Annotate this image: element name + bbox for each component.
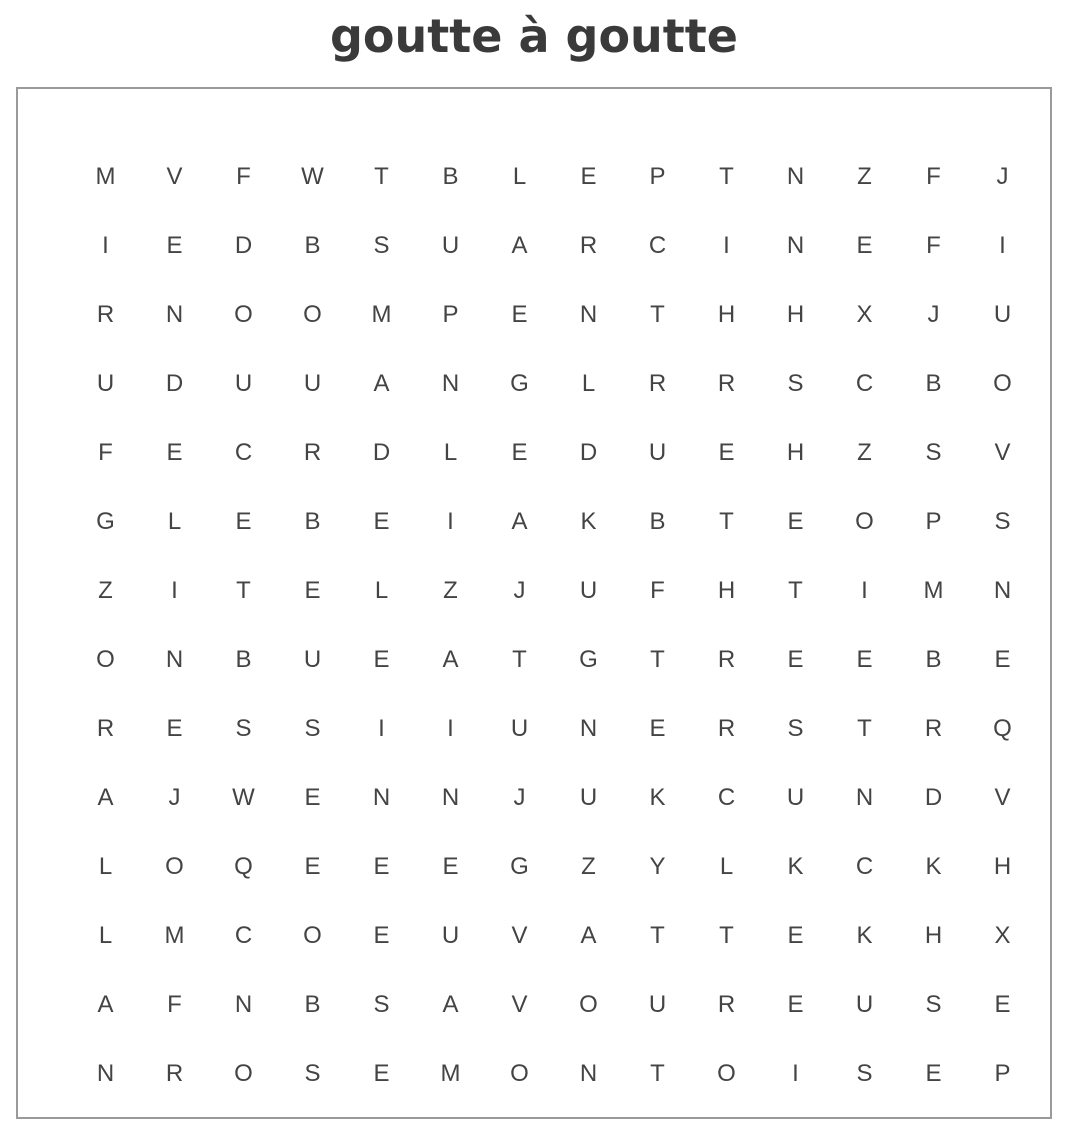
- grid-letter[interactable]: L: [443, 438, 458, 466]
- grid-letter[interactable]: Z: [857, 438, 872, 466]
- grid-letter[interactable]: U: [234, 369, 253, 397]
- grid-letter[interactable]: U: [96, 369, 115, 397]
- grid-letter[interactable]: A: [97, 990, 114, 1018]
- grid-letter[interactable]: E: [511, 300, 528, 328]
- grid-letter[interactable]: E: [166, 231, 183, 259]
- grid-letter[interactable]: I: [102, 231, 109, 259]
- grid-letter[interactable]: B: [304, 990, 321, 1018]
- grid-letter[interactable]: J: [996, 162, 1009, 190]
- grid-letter[interactable]: N: [786, 162, 805, 190]
- grid-letter[interactable]: H: [786, 300, 805, 328]
- grid-letter[interactable]: E: [511, 438, 528, 466]
- grid-letter[interactable]: G: [579, 645, 598, 673]
- puzzle-title: goutte à goutte: [330, 9, 738, 63]
- grid-letter[interactable]: H: [786, 438, 805, 466]
- grid-letter[interactable]: F: [98, 438, 113, 466]
- grid-letter[interactable]: E: [304, 852, 321, 880]
- grid-letter[interactable]: V: [166, 162, 183, 190]
- grid-letter[interactable]: D: [924, 783, 943, 811]
- grid-letter[interactable]: E: [787, 645, 804, 673]
- grid-letter[interactable]: D: [234, 231, 253, 259]
- grid-letter[interactable]: B: [925, 645, 942, 673]
- grid-letter[interactable]: E: [580, 162, 597, 190]
- word-search-frame: [16, 87, 1052, 1119]
- grid-letter[interactable]: R: [579, 231, 598, 259]
- grid-letter[interactable]: N: [165, 645, 184, 673]
- grid-letter[interactable]: T: [650, 921, 665, 949]
- grid-letter[interactable]: R: [717, 369, 736, 397]
- grid-letter[interactable]: O: [303, 300, 322, 328]
- grid-letter[interactable]: I: [171, 576, 178, 604]
- grid-letter[interactable]: S: [304, 1059, 321, 1087]
- grid-letter[interactable]: O: [303, 921, 322, 949]
- grid-letter[interactable]: A: [97, 783, 114, 811]
- grid-letter[interactable]: R: [648, 369, 667, 397]
- grid-letter[interactable]: N: [441, 369, 460, 397]
- grid-letter[interactable]: T: [719, 921, 734, 949]
- grid-letter[interactable]: P: [994, 1059, 1011, 1087]
- grid-letter[interactable]: D: [165, 369, 184, 397]
- grid-letter[interactable]: T: [719, 507, 734, 535]
- grid-letter[interactable]: G: [510, 852, 529, 880]
- grid-letter[interactable]: T: [650, 300, 665, 328]
- grid-letter[interactable]: X: [856, 300, 873, 328]
- grid-letter[interactable]: N: [855, 783, 874, 811]
- grid-letter[interactable]: E: [166, 438, 183, 466]
- grid-letter[interactable]: U: [579, 783, 598, 811]
- grid-letter[interactable]: T: [374, 162, 389, 190]
- grid-letter[interactable]: A: [511, 231, 528, 259]
- grid-letter[interactable]: S: [856, 1059, 873, 1087]
- grid-letter[interactable]: K: [856, 921, 873, 949]
- grid-letter[interactable]: C: [717, 783, 736, 811]
- grid-letter[interactable]: L: [98, 852, 113, 880]
- grid-letter[interactable]: E: [373, 645, 390, 673]
- grid-letter[interactable]: H: [924, 921, 943, 949]
- grid-letter[interactable]: B: [235, 645, 252, 673]
- grid-letter[interactable]: E: [994, 990, 1011, 1018]
- grid-letter[interactable]: R: [717, 990, 736, 1018]
- grid-letter[interactable]: A: [580, 921, 597, 949]
- grid-letter[interactable]: K: [787, 852, 804, 880]
- grid-letter[interactable]: U: [579, 576, 598, 604]
- grid-letter[interactable]: U: [648, 438, 667, 466]
- grid-letter[interactable]: K: [580, 507, 597, 535]
- grid-letter[interactable]: W: [232, 783, 255, 811]
- grid-letter[interactable]: F: [650, 576, 665, 604]
- grid-letter[interactable]: U: [303, 369, 322, 397]
- grid-letter[interactable]: C: [234, 438, 253, 466]
- grid-letter[interactable]: E: [649, 714, 666, 742]
- grid-letter[interactable]: K: [925, 852, 942, 880]
- grid-letter[interactable]: R: [96, 300, 115, 328]
- grid-letter[interactable]: H: [717, 576, 736, 604]
- grid-letter[interactable]: S: [994, 507, 1011, 535]
- grid-letter[interactable]: N: [786, 231, 805, 259]
- grid-letter[interactable]: B: [304, 507, 321, 535]
- grid-letter[interactable]: I: [792, 1059, 799, 1087]
- grid-letter[interactable]: H: [993, 852, 1012, 880]
- grid-letter[interactable]: E: [856, 645, 873, 673]
- grid-letter[interactable]: N: [579, 1059, 598, 1087]
- grid-letter[interactable]: O: [234, 1059, 253, 1087]
- grid-letter[interactable]: N: [234, 990, 253, 1018]
- grid-letter[interactable]: U: [648, 990, 667, 1018]
- grid-letter[interactable]: E: [373, 921, 390, 949]
- grid-letter[interactable]: R: [303, 438, 322, 466]
- grid-letter[interactable]: B: [649, 507, 666, 535]
- grid-letter[interactable]: U: [441, 921, 460, 949]
- grid-letter[interactable]: M: [164, 921, 185, 949]
- grid-letter[interactable]: N: [441, 783, 460, 811]
- grid-letter[interactable]: V: [994, 783, 1011, 811]
- grid-letter[interactable]: P: [442, 300, 459, 328]
- grid-letter[interactable]: S: [373, 990, 390, 1018]
- grid-letter[interactable]: U: [786, 783, 805, 811]
- grid-letter[interactable]: Q: [234, 852, 253, 880]
- grid-letter[interactable]: G: [96, 507, 115, 535]
- grid-letter[interactable]: O: [165, 852, 184, 880]
- grid-letter[interactable]: L: [374, 576, 389, 604]
- grid-letter[interactable]: M: [440, 1059, 461, 1087]
- grid-letter[interactable]: R: [165, 1059, 184, 1087]
- grid-letter[interactable]: E: [373, 1059, 390, 1087]
- grid-letter[interactable]: S: [373, 231, 390, 259]
- grid-letter[interactable]: R: [96, 714, 115, 742]
- grid-letter[interactable]: I: [447, 507, 454, 535]
- grid-letter[interactable]: E: [304, 783, 321, 811]
- grid-letter[interactable]: E: [994, 645, 1011, 673]
- grid-letter[interactable]: V: [511, 990, 528, 1018]
- grid-letter[interactable]: Z: [98, 576, 113, 604]
- grid-letter[interactable]: Z: [581, 852, 596, 880]
- grid-letter[interactable]: T: [650, 645, 665, 673]
- grid-letter[interactable]: J: [927, 300, 940, 328]
- grid-letter[interactable]: F: [236, 162, 251, 190]
- grid-letter[interactable]: J: [168, 783, 181, 811]
- grid-letter[interactable]: F: [926, 231, 941, 259]
- grid-letter[interactable]: N: [96, 1059, 115, 1087]
- grid-letter[interactable]: B: [304, 231, 321, 259]
- grid-letter[interactable]: R: [717, 645, 736, 673]
- grid-letter[interactable]: M: [95, 162, 116, 190]
- grid-letter[interactable]: E: [787, 990, 804, 1018]
- grid-letter[interactable]: M: [923, 576, 944, 604]
- grid-letter[interactable]: S: [304, 714, 321, 742]
- grid-letter[interactable]: E: [373, 852, 390, 880]
- grid-letter[interactable]: J: [513, 576, 526, 604]
- grid-letter[interactable]: G: [510, 369, 529, 397]
- grid-letter[interactable]: L: [98, 921, 113, 949]
- grid-letter[interactable]: C: [855, 369, 874, 397]
- grid-letter[interactable]: O: [993, 369, 1012, 397]
- grid-letter[interactable]: N: [165, 300, 184, 328]
- grid-letter[interactable]: D: [579, 438, 598, 466]
- grid-letter[interactable]: I: [447, 714, 454, 742]
- grid-letter[interactable]: C: [855, 852, 874, 880]
- grid-letter[interactable]: V: [994, 438, 1011, 466]
- grid-letter[interactable]: W: [301, 162, 324, 190]
- grid-letter[interactable]: R: [924, 714, 943, 742]
- grid-letter[interactable]: S: [925, 438, 942, 466]
- grid-letter[interactable]: X: [994, 921, 1011, 949]
- grid-letter[interactable]: T: [650, 1059, 665, 1087]
- grid-letter[interactable]: Z: [443, 576, 458, 604]
- grid-letter[interactable]: L: [512, 162, 527, 190]
- grid-letter[interactable]: S: [235, 714, 252, 742]
- grid-letter[interactable]: O: [510, 1059, 529, 1087]
- grid-letter[interactable]: I: [723, 231, 730, 259]
- grid-letter[interactable]: U: [510, 714, 529, 742]
- grid-letter[interactable]: A: [442, 990, 459, 1018]
- grid-letter[interactable]: F: [926, 162, 941, 190]
- grid-letter[interactable]: N: [993, 576, 1012, 604]
- grid-letter[interactable]: E: [442, 852, 459, 880]
- grid-letter[interactable]: I: [378, 714, 385, 742]
- grid-letter[interactable]: U: [441, 231, 460, 259]
- grid-letter[interactable]: E: [856, 231, 873, 259]
- grid-letter[interactable]: E: [787, 921, 804, 949]
- grid-letter[interactable]: E: [718, 438, 735, 466]
- grid-letter[interactable]: O: [579, 990, 598, 1018]
- letter-grid: [71, 142, 1037, 1108]
- grid-letter[interactable]: N: [372, 783, 391, 811]
- grid-letter[interactable]: U: [855, 990, 874, 1018]
- grid-letter[interactable]: E: [235, 507, 252, 535]
- grid-letter[interactable]: C: [648, 231, 667, 259]
- grid-letter[interactable]: R: [717, 714, 736, 742]
- grid-letter[interactable]: L: [167, 507, 182, 535]
- grid-letter[interactable]: S: [925, 990, 942, 1018]
- grid-letter[interactable]: E: [166, 714, 183, 742]
- grid-letter[interactable]: O: [96, 645, 115, 673]
- grid-letter[interactable]: T: [512, 645, 527, 673]
- grid-letter[interactable]: N: [579, 714, 598, 742]
- grid-letter[interactable]: B: [442, 162, 459, 190]
- grid-letter[interactable]: L: [719, 852, 734, 880]
- grid-letter[interactable]: E: [925, 1059, 942, 1087]
- grid-letter[interactable]: O: [717, 1059, 736, 1087]
- grid-letter[interactable]: S: [787, 369, 804, 397]
- grid-letter[interactable]: Y: [649, 852, 666, 880]
- grid-letter[interactable]: A: [373, 369, 390, 397]
- grid-letter[interactable]: I: [861, 576, 868, 604]
- grid-letter[interactable]: D: [372, 438, 391, 466]
- grid-letter[interactable]: V: [511, 921, 528, 949]
- grid-letter[interactable]: S: [787, 714, 804, 742]
- grid-letter[interactable]: P: [649, 162, 666, 190]
- grid-letter[interactable]: E: [787, 507, 804, 535]
- grid-letter[interactable]: U: [993, 300, 1012, 328]
- grid-letter[interactable]: L: [581, 369, 596, 397]
- grid-letter[interactable]: O: [855, 507, 874, 535]
- grid-letter[interactable]: U: [303, 645, 322, 673]
- grid-letter[interactable]: I: [999, 231, 1006, 259]
- grid-letter[interactable]: A: [511, 507, 528, 535]
- grid-letter[interactable]: C: [234, 921, 253, 949]
- grid-letter[interactable]: N: [579, 300, 598, 328]
- grid-letter[interactable]: P: [925, 507, 942, 535]
- grid-letter[interactable]: Z: [857, 162, 872, 190]
- grid-letter[interactable]: O: [234, 300, 253, 328]
- grid-letter[interactable]: F: [167, 990, 182, 1018]
- grid-letter[interactable]: T: [788, 576, 803, 604]
- grid-letter[interactable]: H: [717, 300, 736, 328]
- grid-letter[interactable]: B: [925, 369, 942, 397]
- grid-letter[interactable]: K: [649, 783, 666, 811]
- grid-letter[interactable]: T: [236, 576, 251, 604]
- grid-letter[interactable]: Q: [993, 714, 1012, 742]
- grid-letter[interactable]: E: [304, 576, 321, 604]
- grid-letter[interactable]: T: [857, 714, 872, 742]
- grid-letter[interactable]: T: [719, 162, 734, 190]
- grid-letter[interactable]: M: [371, 300, 392, 328]
- grid-letter[interactable]: J: [513, 783, 526, 811]
- grid-letter[interactable]: A: [442, 645, 459, 673]
- grid-letter[interactable]: E: [373, 507, 390, 535]
